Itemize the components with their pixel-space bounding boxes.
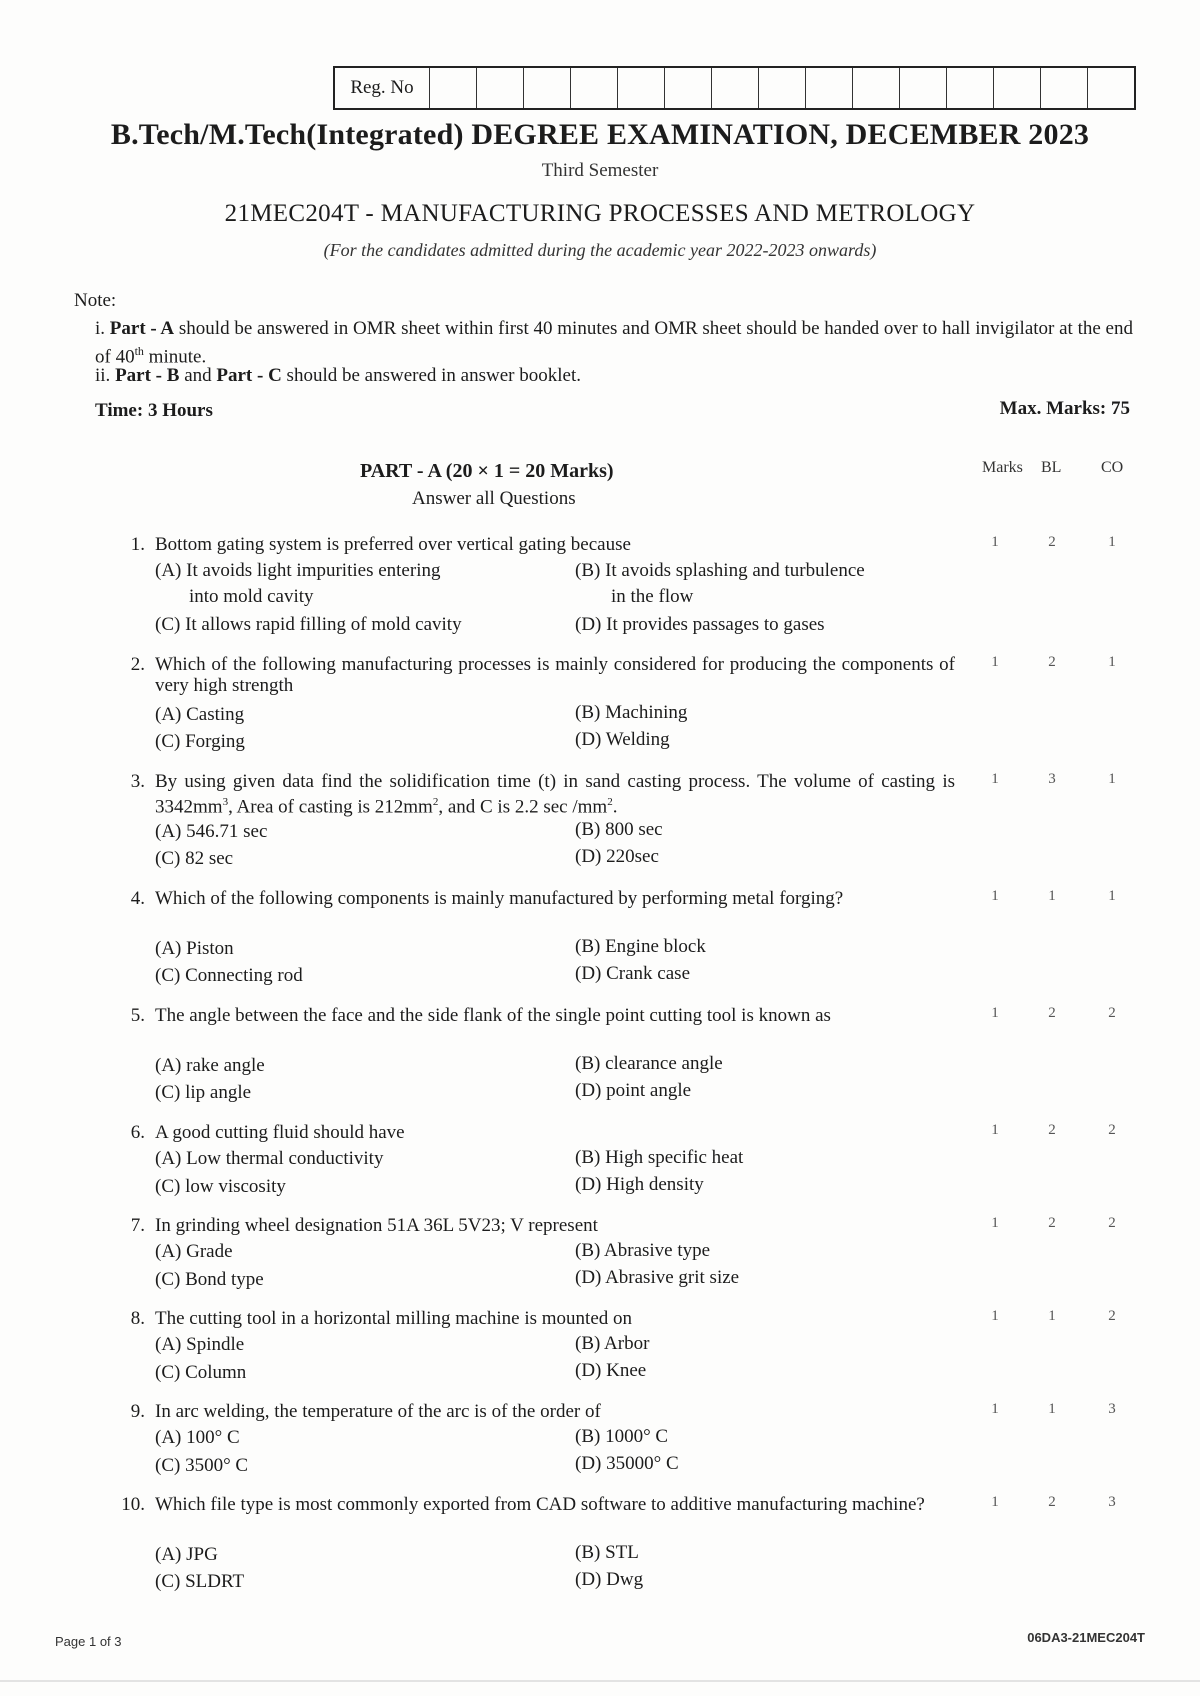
stem-part: , and C is 2.2 sec /mm <box>438 796 608 818</box>
part-a-subtitle: Answer all Questions <box>412 488 576 509</box>
reg-no-cell <box>994 68 1041 108</box>
admission-note: (For the candidates admitted during the academic year 2022-2023 onwards) <box>323 240 877 260</box>
note-item-1-prefix: i. <box>95 318 110 339</box>
option-c: (C) Column <box>155 1362 247 1383</box>
bl-value: 1 <box>1048 888 1056 904</box>
question-number: 2. <box>130 654 145 675</box>
note-item-1 <box>95 318 1135 368</box>
reg-no-cell <box>524 68 571 108</box>
option-b: (B) Abrasive type <box>575 1240 711 1261</box>
reg-no-cell <box>571 68 618 108</box>
marks-value: 1 <box>991 1308 999 1324</box>
column-co: CO <box>1101 459 1124 476</box>
question-stem: Which of the following manufacturing processes is mainly considered for producing the components of very high strength <box>155 654 955 696</box>
bl-value: 1 <box>1048 1401 1056 1417</box>
option-c: (C) lip angle <box>155 1082 252 1103</box>
option-c: (C) low viscosity <box>155 1176 286 1197</box>
option-d: (D) High density <box>575 1174 704 1195</box>
note-heading: Note: <box>74 290 117 311</box>
option-b: (B) Engine block <box>575 936 706 957</box>
bl-value: 2 <box>1048 534 1056 550</box>
co-value: 2 <box>1108 1122 1116 1138</box>
max-marks: Max. Marks: 75 <box>999 398 1130 419</box>
option-b: (B) STL <box>575 1542 639 1563</box>
marks-value: 1 <box>991 1122 999 1138</box>
note-item-2-and: and <box>179 365 217 386</box>
co-value: 3 <box>1108 1494 1116 1510</box>
marks-value: 1 <box>991 654 999 670</box>
reg-no-cell <box>665 68 712 108</box>
marks-value: 1 <box>991 1494 999 1510</box>
bl-value: 2 <box>1048 654 1056 670</box>
option-a: (A) 546.71 sec <box>155 821 268 842</box>
question-stem: The angle between the face and the side flank of the single point cutting tool is known as <box>155 1005 831 1026</box>
option-b: (B) clearance angle <box>575 1053 723 1074</box>
question-stem <box>155 771 955 817</box>
reg-no-cell <box>947 68 994 108</box>
semester: Third Semester <box>541 160 659 181</box>
option-c: (C) Bond type <box>155 1269 264 1290</box>
reg-no-cell <box>1088 68 1134 108</box>
option-d: (D) It provides passages to gases <box>575 614 825 635</box>
page-number: Page 1 of 3 <box>55 1634 122 1649</box>
option-c: (C) Connecting rod <box>155 965 303 986</box>
bl-value: 1 <box>1048 1308 1056 1324</box>
co-value: 1 <box>1108 771 1116 787</box>
paper-code: 06DA3-21MEC204T <box>1027 1630 1145 1645</box>
question-stem: The cutting tool in a horizontal milling machine is mounted on <box>155 1308 633 1329</box>
reg-no-cell <box>430 68 477 108</box>
marks-value: 1 <box>991 888 999 904</box>
co-value: 1 <box>1108 888 1116 904</box>
column-bl: BL <box>1041 459 1062 476</box>
question-stem: In grinding wheel designation 51A 36L 5V23; V represent <box>155 1215 598 1236</box>
question-number: 5. <box>130 1005 145 1026</box>
note-item-2-bold: Part - C <box>216 365 282 386</box>
question-number: 4. <box>130 888 145 909</box>
stem-sup: 2 <box>432 796 439 808</box>
column-marks: Marks <box>982 459 1023 476</box>
co-value: 1 <box>1108 654 1116 670</box>
note-item-2-text: should be answered in answer booklet. <box>281 365 581 386</box>
option-d: (D) 220sec <box>575 846 659 867</box>
question-stem: A good cutting fluid should have <box>155 1122 405 1143</box>
option-a: (A) rake angle <box>155 1055 265 1076</box>
note-item-2-prefix: ii. <box>95 365 116 386</box>
option-a-cont: into mold cavity <box>189 586 314 607</box>
note-item-1-sup: th <box>134 344 144 358</box>
exam-title: B.Tech/M.Tech(Integrated) DEGREE EXAMINATION, DECEMBER 2023 <box>110 118 1090 151</box>
option-a: (A) Piston <box>155 938 234 959</box>
option-d: (D) Welding <box>575 729 670 750</box>
option-d: (D) point angle <box>575 1080 692 1101</box>
option-a: (A) Grade <box>155 1241 233 1262</box>
option-c: (C) Forging <box>155 731 245 752</box>
note-item-1-bold: Part - A <box>109 318 175 339</box>
option-c: (C) 82 sec <box>155 848 234 869</box>
question-number: 3. <box>130 771 145 792</box>
option-d: (D) 35000° C <box>575 1453 679 1474</box>
question-number: 1. <box>130 534 145 555</box>
reg-no-cell <box>806 68 853 108</box>
bl-value: 2 <box>1048 1122 1056 1138</box>
co-value: 2 <box>1108 1215 1116 1231</box>
option-b: (B) 800 sec <box>575 819 663 840</box>
question-stem: Bottom gating system is preferred over vertical gating because <box>155 534 631 555</box>
part-a-title: PART - A (20 × 1 = 20 Marks) <box>360 460 614 482</box>
option-c: (C) It allows rapid filling of mold cavity <box>155 614 462 635</box>
option-a: (A) Low thermal conductivity <box>155 1148 384 1169</box>
option-b: (B) It avoids splashing and turbulence <box>575 560 865 581</box>
exam-time: Time: 3 Hours <box>95 400 213 421</box>
stem-part: By using given data find the solidification time (t) in sand casting process. The volume of casting is 3342mm <box>155 771 955 818</box>
option-a: (A) Spindle <box>155 1334 245 1355</box>
option-c: (C) 3500° C <box>155 1455 249 1476</box>
reg-no-cell <box>1041 68 1088 108</box>
marks-value: 1 <box>991 1005 999 1021</box>
bl-value: 2 <box>1048 1215 1056 1231</box>
reg-no-cell <box>900 68 947 108</box>
reg-no-cell <box>477 68 524 108</box>
co-value: 1 <box>1108 534 1116 550</box>
reg-no-cell <box>618 68 665 108</box>
option-b: (B) Arbor <box>575 1333 650 1354</box>
reg-no-cell <box>853 68 900 108</box>
option-a: (A) Casting <box>155 704 245 725</box>
reg-no-box <box>333 66 1136 110</box>
bl-value: 2 <box>1048 1494 1056 1510</box>
co-value: 3 <box>1108 1401 1116 1417</box>
bl-value: 3 <box>1048 771 1056 787</box>
reg-no-label: Reg. No <box>335 68 430 108</box>
question-number: 7. <box>130 1215 145 1236</box>
stem-sup: 3 <box>222 796 229 808</box>
question-stem: In arc welding, the temperature of the arc is of the order of <box>155 1401 601 1422</box>
course-title: 21MEC204T - MANUFACTURING PROCESSES AND METROLOGY <box>224 200 976 227</box>
option-b: (B) High specific heat <box>575 1147 744 1168</box>
marks-value: 1 <box>991 1401 999 1417</box>
reg-no-cell <box>759 68 806 108</box>
option-b: (B) 1000° C <box>575 1426 669 1447</box>
question-number: 9. <box>130 1401 145 1422</box>
option-d: (D) Abrasive grit size <box>575 1267 740 1288</box>
question-number: 10. <box>121 1494 145 1515</box>
co-value: 2 <box>1108 1005 1116 1021</box>
bl-value: 2 <box>1048 1005 1056 1021</box>
question-number: 6. <box>130 1122 145 1143</box>
note-item-2 <box>95 365 1135 387</box>
marks-value: 1 <box>991 1215 999 1231</box>
option-c: (C) SLDRT <box>155 1571 245 1592</box>
question-stem: Which file type is most commonly exported from CAD software to additive manufacturing machine? <box>155 1494 925 1515</box>
option-d: (D) Crank case <box>575 963 691 984</box>
reg-no-cell <box>712 68 759 108</box>
option-a: (A) 100° C <box>155 1427 240 1448</box>
question-stem: Which of the following components is mainly manufactured by performing metal forging? <box>155 888 844 909</box>
marks-value: 1 <box>991 771 999 787</box>
marks-value: 1 <box>991 534 999 550</box>
note-item-1-end: minute. <box>143 346 207 368</box>
stem-part: , Area of casting is 212mm <box>228 796 433 818</box>
note-item-1-text: should be answered in OMR sheet within first 40 minutes and OMR sheet should be handed over to hall invigilator at the end of 40 <box>95 318 1133 368</box>
option-a: (A) It avoids light impurities entering <box>155 560 441 581</box>
co-value: 2 <box>1108 1308 1116 1324</box>
option-d: (D) Knee <box>575 1360 647 1381</box>
stem-sup: 2 <box>607 796 613 808</box>
stem-part: . <box>612 796 618 818</box>
scan-edge <box>0 1680 1200 1682</box>
note-item-2-bold: Part - B <box>115 365 180 386</box>
option-a: (A) JPG <box>155 1544 218 1565</box>
option-d: (D) Dwg <box>575 1569 644 1590</box>
option-b: (B) Machining <box>575 702 688 723</box>
option-b-cont: in the flow <box>611 586 694 607</box>
question-number: 8. <box>130 1308 145 1329</box>
